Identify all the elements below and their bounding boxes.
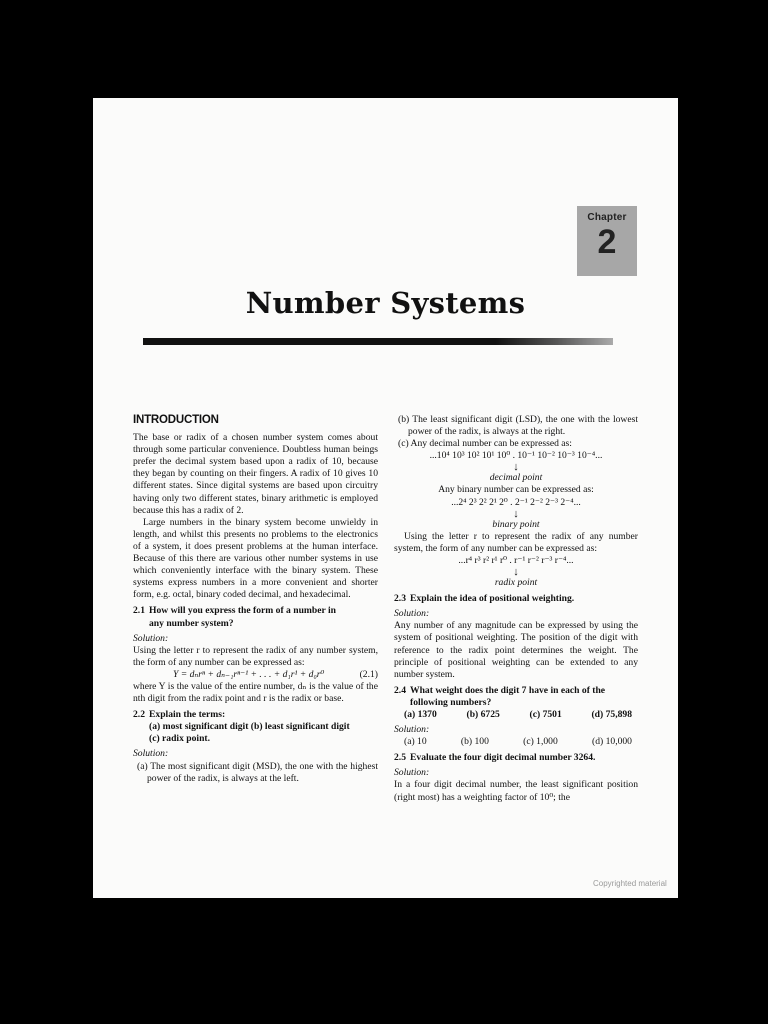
down-arrow-icon: ↓ <box>513 461 519 474</box>
answer: (d) 10,000 <box>592 736 632 748</box>
radix-series: ...r⁴ r³ r² r¹ r⁰ . r⁻¹ r⁻² r⁻³ r⁻⁴... <box>458 554 574 566</box>
question-text: How will you express the form of a number in <box>149 605 336 617</box>
equation-2-1 <box>133 669 378 681</box>
intro-paragraph-2: Large numbers in the binary system become unwieldy in length, and whilst this presents no problems to the electronics of a system, it does present problems at the human interface. Because of this there are various other number systems in use which conveniently interface with the binary system. These systems express numbers in a more convenient and shorter form, e.g. octal, binary coded decimal, and hexadecimal. <box>133 516 378 601</box>
question-text: (a) most significant digit (b) least significant digit <box>149 721 350 733</box>
right-column <box>394 414 638 804</box>
down-arrow-icon: ↓ <box>513 566 519 579</box>
answer: (b) 100 <box>460 736 489 748</box>
question-2-3 <box>394 593 638 605</box>
question-text: Evaluate the four digit decimal number 3264. <box>410 752 596 764</box>
question-text: (c) radix point. <box>149 733 211 745</box>
book-page <box>93 98 678 898</box>
question-text: following numbers? <box>410 696 492 708</box>
option: (a) 1370 <box>404 708 437 720</box>
option: (c) 7501 <box>529 708 562 720</box>
radix-point-label: radix point <box>494 577 538 589</box>
option: (b) 6725 <box>466 708 500 720</box>
solution-text: In a four digit decimal number, the least significant position (right most) has a weighting factor of 10⁰; the <box>394 779 638 803</box>
question-text: Explain the idea of positional weighting. <box>410 593 575 605</box>
solution-label: Solution: <box>133 748 169 760</box>
binary-intro: Any binary number can be expressed as: <box>438 484 594 496</box>
title-rule <box>143 338 613 345</box>
question-2-5 <box>394 752 638 764</box>
question-number: 2.2 <box>133 709 145 721</box>
answers <box>394 736 638 748</box>
solution-text: Any number of any magnitude can be expressed by using the system of positional weighting. The position of the digit with reference to the radix point determines the weight. The principle of positional weighting can be extended to any number system. <box>394 620 638 680</box>
intro-heading: INTRODUCTION <box>133 414 219 426</box>
solution-label: Solution: <box>133 632 169 644</box>
chapter-number: 2 <box>597 223 617 261</box>
solution-label: Solution: <box>394 724 430 736</box>
solution-text: (c) Any decimal number can be expressed as: <box>398 438 572 450</box>
binary-point-label: binary point <box>492 518 540 530</box>
option: (d) 75,898 <box>591 708 632 720</box>
solution-label: Solution: <box>394 608 430 620</box>
equation-body: Y = dₙrⁿ + dₙ₋₁rⁿ⁻¹ + . . . + d₁r¹ + d₀r⁰ <box>173 668 325 680</box>
question-2-2 <box>133 709 378 745</box>
question-2-1 <box>133 605 378 629</box>
decimal-point-label: decimal point <box>489 472 543 484</box>
question-number: 2.4 <box>394 684 406 696</box>
left-column <box>133 414 378 785</box>
answer: (a) 10 <box>404 736 427 748</box>
radix-text: Using the letter r to represent the radix of any number system, the form of any number can be expressed as: <box>394 530 638 554</box>
question-number: 2.5 <box>394 752 406 764</box>
solution-text: Using the letter r to represent the radix of any number system, the form of any number can be expressed as: <box>133 644 378 668</box>
question-options <box>394 709 638 721</box>
question-text: Explain the terms: <box>149 709 226 721</box>
question-number: 2.1 <box>133 605 145 617</box>
solution-text: (b) The least significant digit (LSD), the one with the lowest power of the radix, is always at the right. <box>398 414 638 438</box>
solution-text: where Y is the value of the entire number, dₙ is the value of the nth digit from the radix point and r is the radix or base. <box>133 680 378 705</box>
question-number: 2.3 <box>394 593 406 605</box>
chapter-title: Number Systems <box>245 286 526 320</box>
equation-number: (2.1) <box>359 668 378 680</box>
binary-series: ...2⁴ 2³ 2² 2¹ 2⁰ . 2⁻¹ 2⁻² 2⁻³ 2⁻⁴... <box>451 496 581 508</box>
question-text: What weight does the digit 7 have in each of the <box>410 684 606 696</box>
decimal-series: ...10⁴ 10³ 10² 10¹ 10⁰ . 10⁻¹ 10⁻² 10⁻³ 10⁻⁴... <box>429 450 603 462</box>
intro-paragraph-1: The base or radix of a chosen number system comes about through some particular convenience. Doubtless human beings prefer the decimal system based upon a radix of 10, because they began by counting on their fingers. A radix of 10 gives 10 different states. Since digital systems are based upon circuitry having only two different states, binary arithmetic is employed because this has a radix of 2. <box>133 432 378 516</box>
down-arrow-icon: ↓ <box>513 507 519 520</box>
copyright-notice: Copyrighted material <box>593 879 667 888</box>
solution-text: (a) The most significant digit (MSD), the one with the highest power of the radix, is always at the left. <box>137 760 378 784</box>
answer: (c) 1,000 <box>523 736 558 748</box>
question-2-4 <box>394 685 638 709</box>
chapter-word: Chapter <box>587 212 627 223</box>
chapter-badge <box>577 206 637 276</box>
question-text: any number system? <box>149 617 234 629</box>
solution-label: Solution: <box>394 767 430 779</box>
